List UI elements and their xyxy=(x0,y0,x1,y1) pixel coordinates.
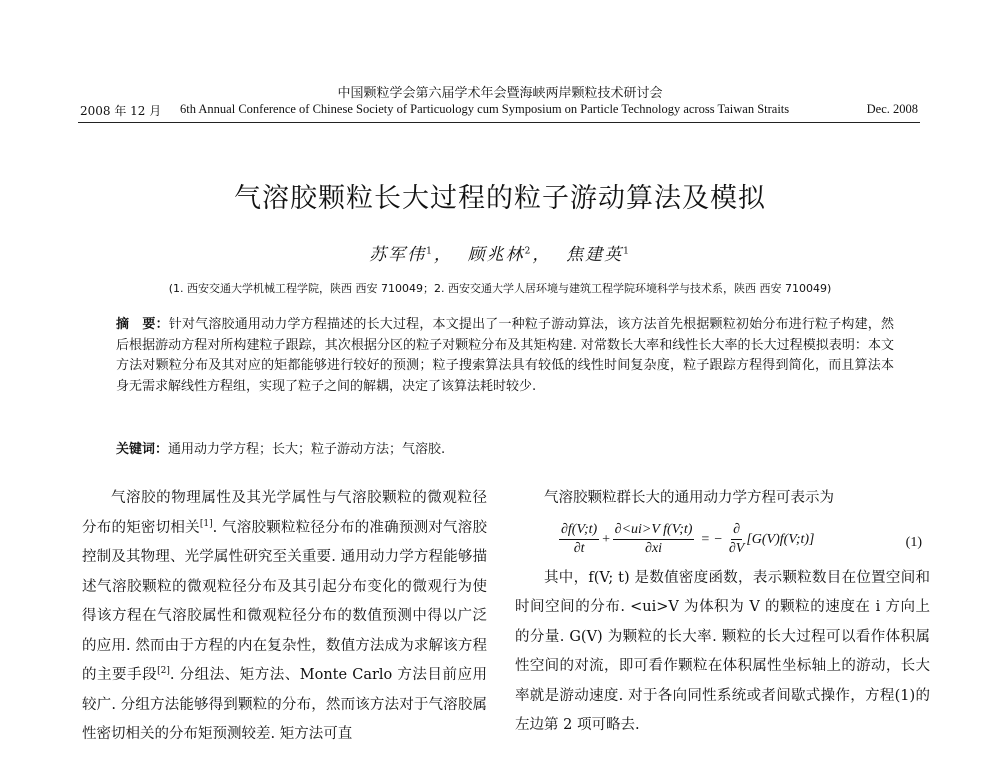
text-run: 气溶胶的物理属性及其光学属性与气溶胶颗粒的微观粒径分布的矩密切相关 xyxy=(82,490,487,536)
abstract-label: 摘 要： xyxy=(116,317,169,332)
author-affil-mark: 1 xyxy=(623,246,631,257)
conference-title-cn: 中国颗粒学会第六届学术年会暨海峡两岸颗粒技术研讨会 xyxy=(337,86,663,101)
body-column-left xyxy=(82,484,487,750)
author-name: 苏军伟 xyxy=(369,245,427,265)
eq-operator: + xyxy=(601,531,611,547)
body-column-right xyxy=(515,484,930,741)
eq-denominator: ∂V xyxy=(728,541,745,556)
header-rule xyxy=(78,122,920,123)
affiliation: (1. 西安交通大学机械工程学院，陕西 西安 710049；2. 西安交通大学人居环境与建筑工程学院环境科学与技术系，陕西 西安 710049) xyxy=(168,282,832,295)
author-name: 顾兆林 xyxy=(467,245,525,265)
eq-term-2 xyxy=(613,521,695,558)
intro-paragraph xyxy=(82,484,487,750)
abstract-text: 针对气溶胶通用动力学方程描述的长大过程，本文提出了一种粒子游动算法，该方法首先根据颗粒初始分布进行粒子构建，然后根据游动方程对所构建粒子跟踪，其次根据分区的粒子对颗粒分布及其矩构建. 对常数长大率和线性长大率的长大过程模拟表明：本文方法对颗粒分布及其对应的矩都能够进行较好的预测；粒子搜索算法具有较低的线性时间复杂度，粒子跟踪方程得到简化，而且算法本身无需求解线性方程组，实现了粒子之间的解耦，决定了该算法耗时较少. xyxy=(116,317,894,394)
header-date-en: Dec. 2008 xyxy=(866,102,918,116)
text-run: . 分组法、矩方法、Monte Carlo 方法目前应用较广. 分组方法能够得到颗粒的分布，然而该方法对于气溶胶属性密切相关的分布矩预测较差. 矩方法可直 xyxy=(82,667,488,742)
paper-title: 气溶胶颗粒长大过程的粒子游动算法及模拟 xyxy=(234,183,766,214)
eq-term-3 xyxy=(729,521,744,558)
conference-title-en: 6th Annual Conference of Chinese Society of Particuology cum Symposium on Particle Technology across Taiwan Straits xyxy=(180,102,790,116)
header-date-cn: 2008 年 12 月 xyxy=(80,104,162,118)
explanation-paragraph: 其中，f(V; t) 是数值密度函数，表示颗粒数目在位置空间和时间空间的分布. <ui>V 为体积为 V 的颗粒的速度在 i 方向上的分量. G(V) 为颗粒的长大率. 颗粒的长大过程可以看作体积属性空间的对流，即可看作颗粒在体积属性坐标轴上的游动，长大率就是游动速度. 对于各向同性系统或者间歇式操作，方程(1)的左边第 2 项可略去. xyxy=(515,569,930,733)
keywords xyxy=(116,438,894,457)
eq-numerator: ∂<ui>V f(V;t) xyxy=(613,521,695,540)
author-list: 苏军伟$^1$， 顾兆林$^2$， 焦建英$^1$ xyxy=(369,245,631,265)
text-run: . 气溶胶颗粒粒径分布的准确预测对气溶胶控制及其物理、光学属性研究至关重要. 通用动力学方程能够描述气溶胶颗粒的微观粒径分布及其引起分布变化的微观行为使得该方程在气溶胶属性和微观粒径分布的数值预测中得以广泛的应用. 然而由于方程的内在复杂性，数值方法成为求解该方程的主要手段 xyxy=(82,519,488,683)
author-affil-mark: 2 xyxy=(524,246,533,257)
citation-2[interactable]: [2] xyxy=(157,666,170,677)
citation-1[interactable]: [1] xyxy=(199,518,213,529)
equation-number: (1) xyxy=(905,534,922,550)
eq-term-1 xyxy=(559,521,599,558)
eq-denominator: ∂t xyxy=(573,541,585,556)
keywords-label: 关键词： xyxy=(116,442,169,457)
eq-denominator: ∂xi xyxy=(645,541,663,556)
author-name: 焦建英 xyxy=(566,245,624,265)
equation-intro: 气溶胶颗粒群长大的通用动力学方程可表示为 xyxy=(544,490,834,506)
eq-rhs: [G(V)f(V;t)] xyxy=(746,531,815,547)
eq-operator: = − xyxy=(700,531,723,547)
eq-numerator: ∂ xyxy=(731,521,742,540)
eq-numerator: ∂f(V;t) xyxy=(559,521,599,540)
author-affil-mark: 1 xyxy=(426,246,434,257)
keywords-text: 通用动力学方程；长大；粒子游动方法；气溶胶. xyxy=(168,442,446,457)
abstract xyxy=(116,315,894,397)
equation-1 xyxy=(515,514,930,564)
